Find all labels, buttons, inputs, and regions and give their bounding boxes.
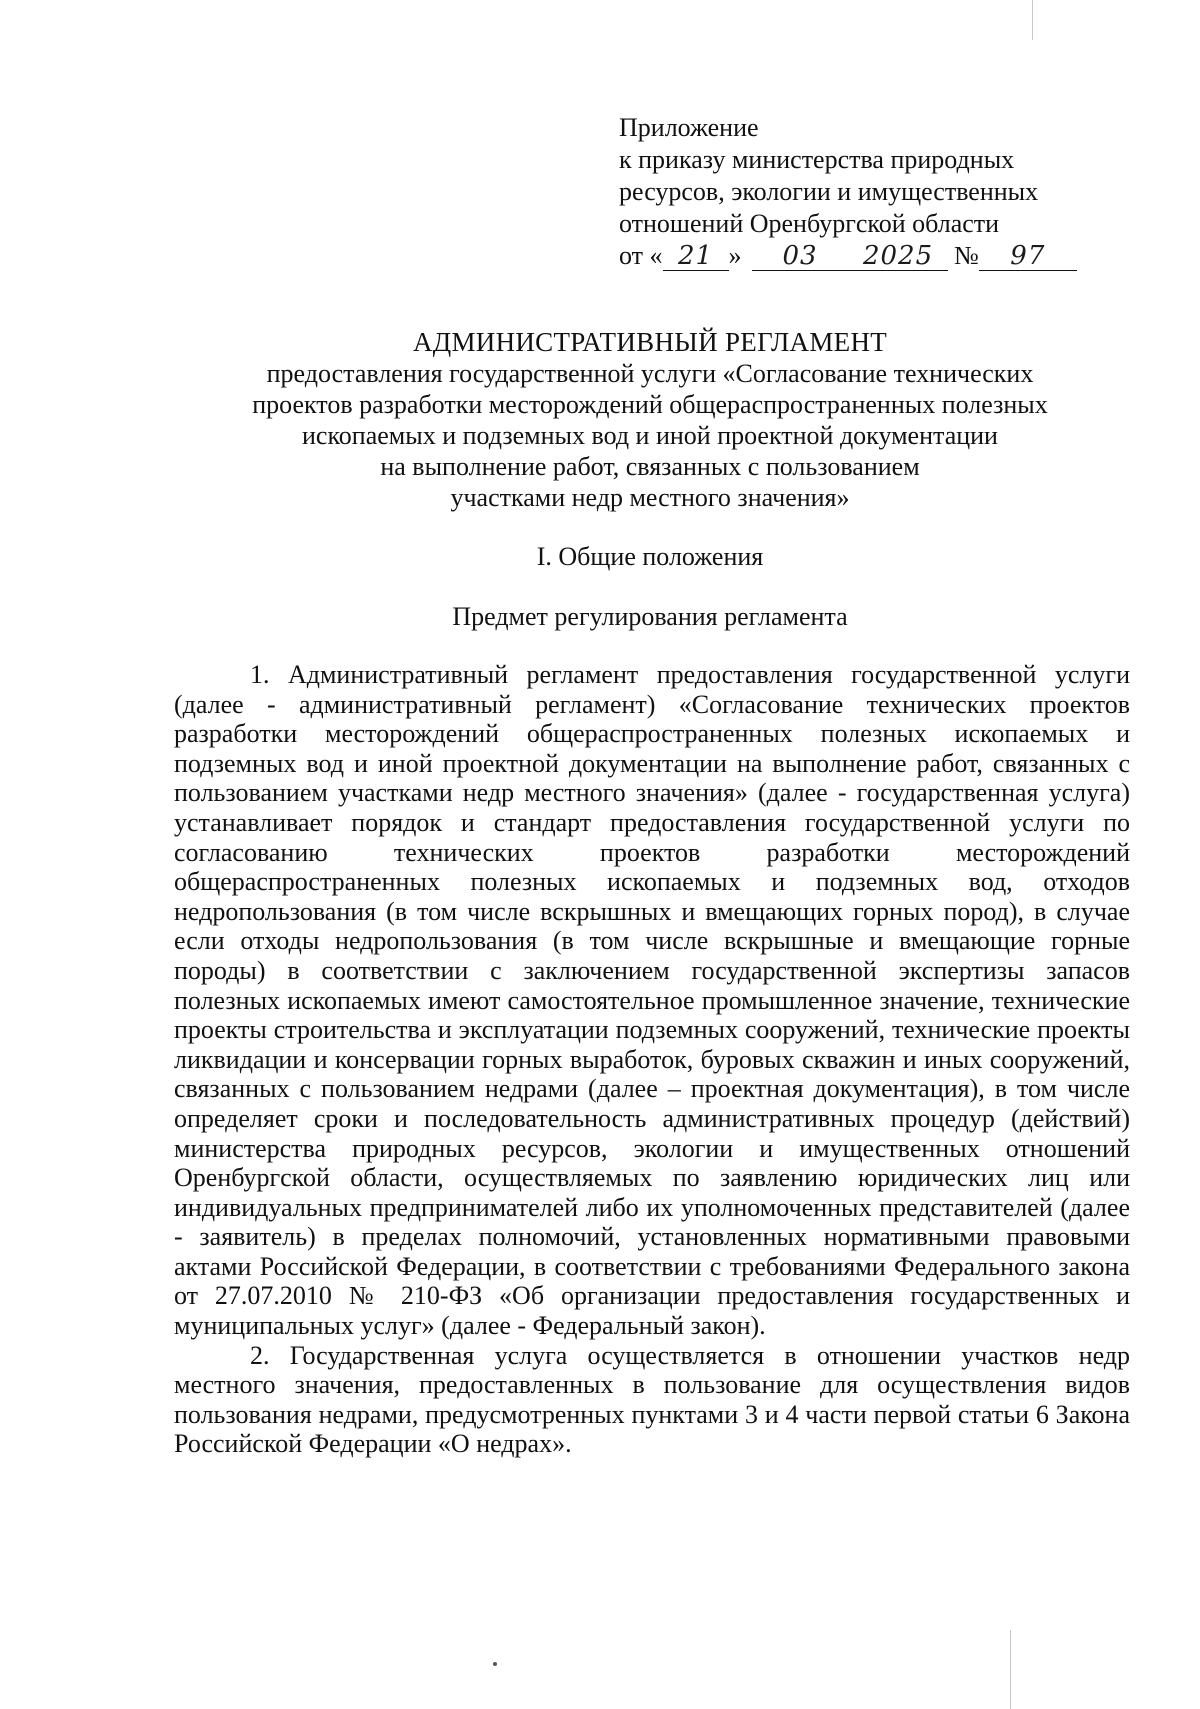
- scan-speck: [493, 1662, 497, 1666]
- approval-line-3: ресурсов, экологии и имущественных: [619, 177, 1039, 206]
- approval-date-line: [619, 240, 1139, 276]
- number-label: №: [954, 241, 979, 270]
- subtitle-line: проектов разработки месторождений общераспространенных полезных: [252, 390, 1048, 419]
- approval-line-2: к приказу министерства природных: [619, 145, 1015, 174]
- handwritten-number: 97: [979, 242, 1077, 271]
- approval-line-4: отношений Оренбургской области: [619, 209, 1000, 238]
- scan-artifact-line: [1032, 0, 1033, 40]
- subtitle-line: участками недр местного значения»: [450, 483, 850, 512]
- paragraph: 2. Государственная услуга осуществляется в отношении участков недр местного значения, предоставленных в пользование для осуществления видов пользования недрами, предусмотренных пунктами 3 и 4 части первой статьи 6 Закона Российской Федерации «О недрах».: [174, 1340, 1130, 1459]
- sub-heading: Предмет регулирования регламента: [452, 602, 848, 631]
- approval-block: [619, 112, 1139, 276]
- subtitle-line: на выполнение работ, связанных с пользованием: [380, 452, 920, 481]
- date-quote-close: »: [728, 241, 742, 270]
- subtitle-line: ископаемых и подземных вод и иной проектной документации: [302, 421, 998, 450]
- handwritten-year: 2025: [848, 242, 948, 271]
- handwritten-day: 21: [663, 242, 729, 271]
- scan-artifact-line: [1010, 1630, 1011, 1709]
- approval-line-1: Приложение: [619, 113, 759, 142]
- date-prefix: от «: [619, 241, 663, 270]
- document-body: [174, 660, 1130, 1459]
- subtitle-line: предоставления государственной услуги «Согласование технических: [266, 359, 1034, 388]
- document-title: АДМИНИСТРАТИВНЫЙ РЕГЛАМЕНТ: [412, 327, 888, 357]
- section-heading: I. Общие положения: [536, 542, 764, 571]
- paragraph: 1. Административный регламент предоставления государственной услуги (далее - административный регламент) «Согласование технических проектов разработки месторождений общераспространенных полезных ископаемых и подземных вод и иной проектной документации на выполнение работ, связанных с пользованием участками недр местного значения» (далее - государственная услуга) устанавливает порядок и стандарт предоставления государственной услуги по согласованию технических проектов разработки месторождений общераспространенных полезных ископаемых и подземных вод, отходов недропользования (в том числе вскрышных и вмещающих горных пород), в случае если отходы недропользования (в том числе вскрышные и вмещающие горные породы) в соответствии с заключением государственной экспертизы запасов полезных ископаемых имеют самостоятельное промышленное значение, технические проекты строительства и эксплуатации подземных сооружений, технические проекты ликвидации и консервации горных выработок, буровых скважин и иных сооружений, связанных с пользованием недрами (далее – проектная документация), в том числе определяет сроки и последовательность административных процедур (действий) министерства природных ресурсов, экологии и имущественных отношений Оренбургской области, осуществляемых по заявлению юридических лиц или индивидуальных предпринимателей либо их уполномоченных представителей (далее - заявитель) в пределах полномочий, установленных нормативными правовыми актами Российской Федерации, в соответствии с требованиями Федерального закона от 27.07.2010 № 210-ФЗ «Об организации предоставления государственных и муниципальных услуг» (далее - Федеральный закон).: [174, 660, 1130, 1341]
- handwritten-month: 03: [752, 242, 848, 271]
- document-subtitle: [180, 358, 1120, 513]
